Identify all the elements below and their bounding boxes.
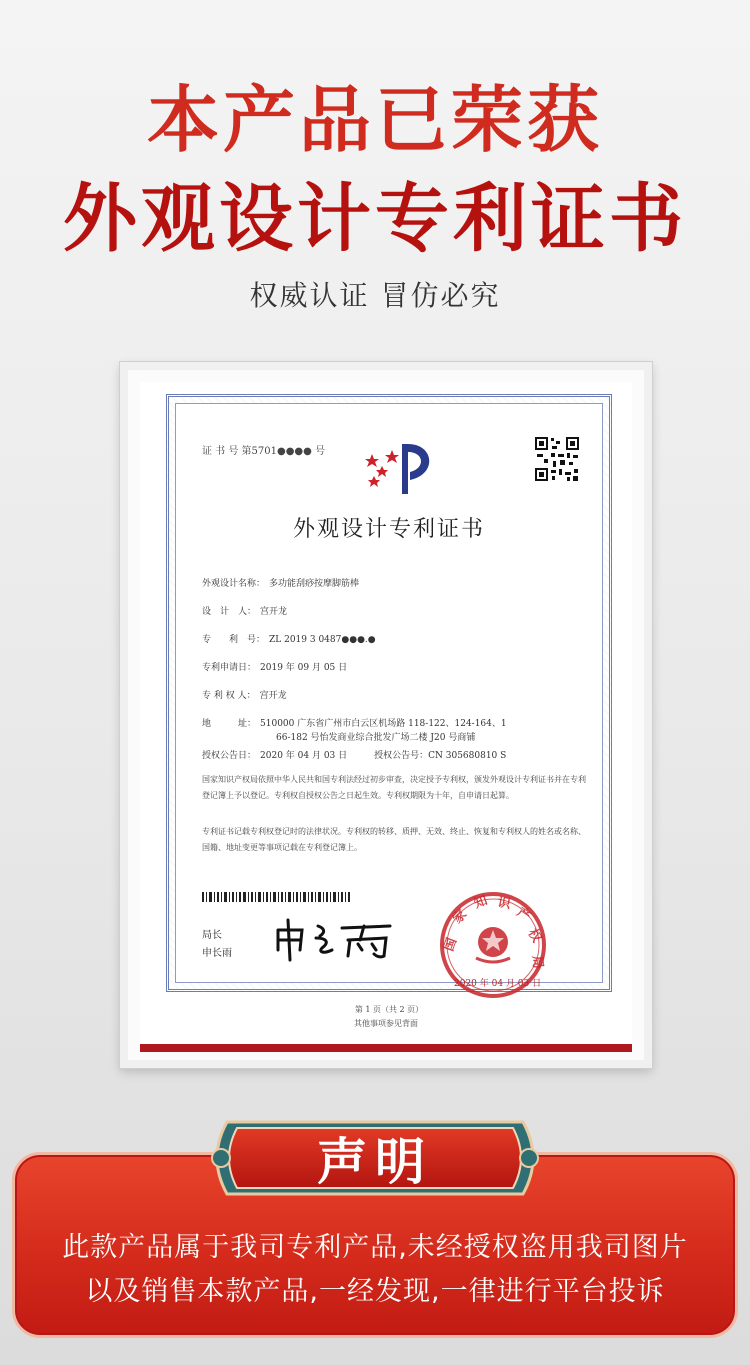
page-number: 第 1 页（共 2 页） (354, 1005, 424, 1014)
field-value: 多功能刮痧按摩脚筋棒 (269, 579, 360, 589)
svg-text:权: 权 (524, 926, 545, 946)
field-key: 授权公告日： (202, 751, 257, 761)
field-key: 专 利 号： (202, 635, 266, 645)
field-value: 2020 年 04 月 03 日 授权公告号：CN 305680810 S (260, 751, 507, 761)
cnipa-logo-icon (362, 436, 444, 500)
field-address (202, 716, 507, 729)
cert-number: 证 书 号 第5701●●●● 号 (202, 446, 326, 457)
svg-text:识: 识 (496, 895, 512, 913)
field-application-date (202, 660, 347, 673)
headline-line1: 本产品已荣获 (146, 77, 603, 162)
frame-red-bar (140, 1044, 632, 1052)
field-value: ZL 2019 3 0487●●●.● (269, 635, 376, 645)
subtitle: 权威认证 冒仿必究 (249, 279, 501, 312)
field-key: 专 利 权 人： (202, 691, 256, 701)
field-key: 设 计 人： (202, 607, 257, 617)
field-key: 地 址： (202, 719, 257, 729)
svg-text:知: 知 (472, 893, 490, 912)
declaration-line1: 此款产品属于我司专利产品,未经授权盗用我司图片 (62, 1232, 688, 1263)
qr-code-icon (534, 436, 580, 482)
chief-name: 申长雨 (202, 948, 232, 959)
certificate-title: 外观设计专利证书 (292, 517, 485, 542)
certificate (166, 394, 612, 1014)
field-value: 66-182 号怡发商业综合批发广场二楼 J20 号商铺 (276, 733, 476, 743)
other-note: 其他事项参见背面 (354, 1019, 418, 1028)
field-design-name (202, 576, 359, 589)
barcode-icon (202, 892, 350, 902)
field-key: 外观设计名称： (202, 579, 266, 589)
field-value: 宫开龙 (259, 691, 287, 701)
declaration-title: 声明 (317, 1132, 433, 1191)
field-value: 宫开龙 (260, 607, 288, 617)
field-patentee (202, 688, 287, 701)
field-grant-date (202, 748, 506, 761)
certificate-frame (120, 362, 652, 1068)
cert-paragraph-1: 国家知识产权局依照中华人民共和国专利法经过初步审查，决定授予专利权，颁发外观设计专利证书并在专利登记簿上予以登记。专利权自授权公告之日起生效。专利权期限为十年，自申请日起算。 (202, 775, 586, 800)
seal-date: 2020 年 04 月 03 日 (454, 979, 542, 989)
certificate-inner (175, 403, 603, 1014)
svg-text:局: 局 (529, 955, 546, 970)
svg-text:国: 国 (441, 936, 461, 954)
field-patent-number (202, 632, 376, 645)
svg-text:产: 产 (513, 904, 533, 925)
field-address-line2 (272, 730, 475, 743)
declaration-line2: 以及销售本款产品,一经发现,一律进行平台投诉 (85, 1276, 665, 1307)
headline-line2: 外观设计专利证书 (63, 176, 687, 262)
cert-paragraph-2: 专利证书记载专利权登记时的法律状况。专利权的转移、质押、无效、终止、恢复和专利权人的姓名或名称、国籍、地址变更等事项记载在专利登记簿上。 (202, 827, 586, 852)
field-designer (202, 604, 287, 617)
field-key: 专利申请日： (202, 663, 257, 673)
field-value: 2019 年 09 月 05 日 (260, 663, 348, 673)
svg-text:家: 家 (450, 907, 471, 927)
signature-icon (272, 916, 402, 962)
field-value: 510000 广东省广州市白云区机场路 118-122、124-164、1 (260, 719, 507, 729)
chief-title: 局长 (202, 930, 222, 941)
